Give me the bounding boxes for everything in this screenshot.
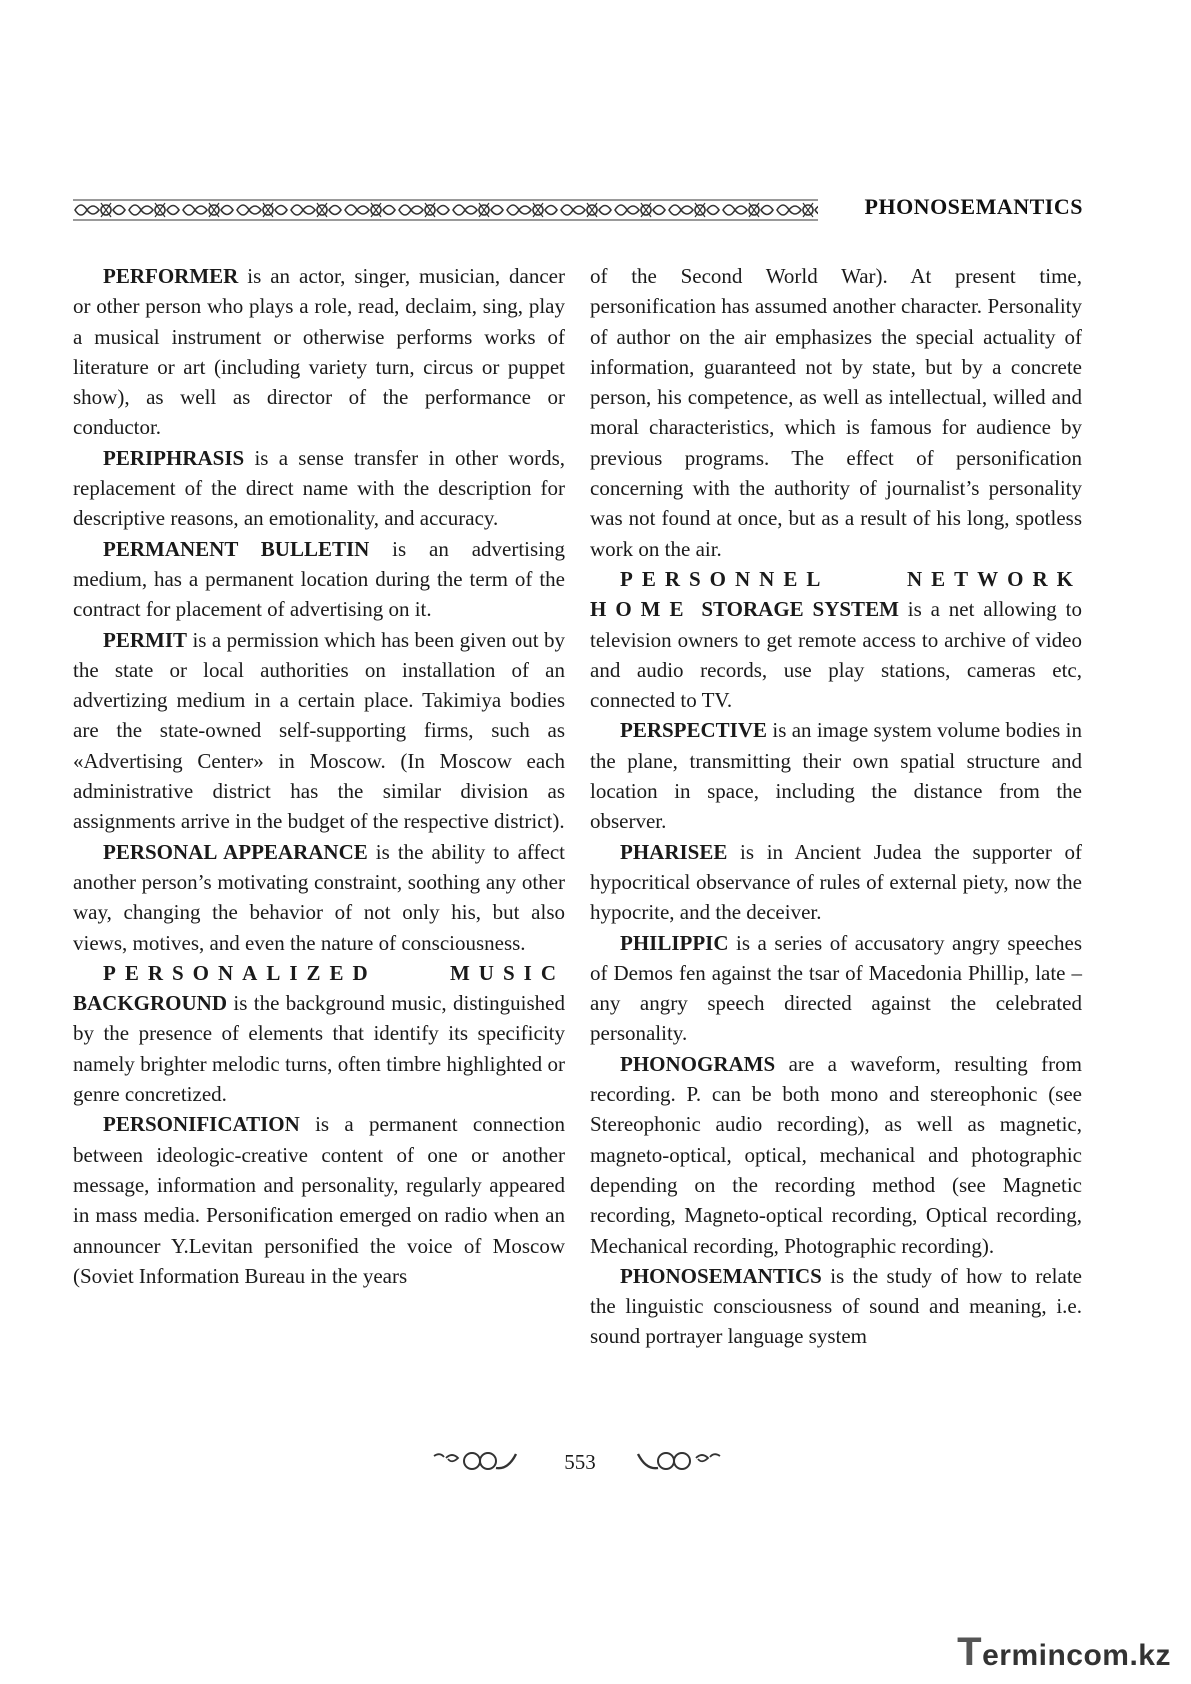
entry-text: is in Ancient Judea the supporter of hypocritical observance of rules of external piety, now the hypocrite, and the deceiver.	[590, 839, 1082, 925]
entry-text: is a net allowing to television owners to get remote access to archive of video and audio records, use play stations, cameras etc, connected to TV.	[590, 597, 1082, 713]
entry-term: PERSONIFICATION	[103, 1112, 300, 1137]
entry-phonograms	[590, 1049, 1082, 1261]
entry-term: PERMIT	[103, 627, 187, 652]
right-column	[590, 261, 1082, 1352]
entry-term: STORAGE SYSTEM	[701, 597, 899, 622]
kazakh-ornament-band-icon	[73, 198, 818, 222]
termincom-watermark	[957, 1630, 1171, 1675]
section-title: PHONOSEMANTICS	[864, 194, 1083, 219]
watermark-o: o	[1083, 1639, 1103, 1672]
scroll-ornament-left-icon	[430, 1448, 520, 1474]
entry-permanent-bulletin	[73, 534, 565, 625]
entry-term: PERSPECTIVE	[620, 718, 768, 743]
entry-personalized-music-background	[73, 958, 565, 1109]
entry-text: is an actor, singer, musician, dancer or other person who plays a role, read, declaim, sing, play a musical instrument or otherwise performs works of literature or art (including variety turn, circus or puppet show), as well as director of the performance or conductor.	[73, 264, 565, 440]
running-head	[73, 190, 1083, 230]
entry-text: is an advertising medium, has a permanent location during the term of the contract for placement of advertising on it.	[73, 536, 566, 622]
entry-phonosemantics	[590, 1261, 1082, 1352]
entry-permit	[73, 625, 565, 837]
entry-term-spaced: PERSONNEL NETWORK HOME	[590, 566, 1082, 622]
entry-pharisee	[590, 837, 1082, 928]
entry-text: is a series of accusatory angry speeches of Demos fen against the tsar of Macedonia Phillip, late – any angry speech directed against the celebrated personality.	[590, 930, 1082, 1046]
entry-text: is an image system volume bodies in the plane, transmitting their own spatial structure and location in space, including the distance from the observer.	[590, 718, 1082, 834]
entry-term-spaced: PERSONALIZED MUSIC	[103, 960, 565, 985]
entry-text: is the study of how to relate the linguistic consciousness of sound and meaning, i.e. sound portrayer language system	[590, 1263, 1082, 1349]
entry-term: PHONOGRAMS	[620, 1051, 776, 1076]
entry-performer	[73, 261, 565, 443]
entry-text: is a sense transfer in other words, replacement of the direct name with the description for descriptive reasons, an emotionality, and accuracy.	[73, 445, 565, 531]
entry-personification-continued	[590, 261, 1082, 564]
watermark-text: erminc	[982, 1639, 1084, 1672]
entry-personification	[73, 1109, 565, 1291]
page-footer	[0, 1444, 1191, 1484]
entry-philippic	[590, 928, 1082, 1049]
entry-term: PERMANENT BULLETIN	[103, 536, 370, 561]
entry-term: PHARISEE	[620, 839, 728, 864]
entry-term: PERIPHRASIS	[103, 445, 245, 470]
entry-term: BACKGROUND	[73, 991, 228, 1016]
scroll-ornament-right-icon	[634, 1448, 724, 1474]
entry-text: is the ability to affect another person’s motivating constraint, soothing any other way, changing the behavior of not only his, but also views, motives, and even the nature of consciousness.	[73, 839, 566, 955]
entry-periphrasis	[73, 443, 565, 534]
entry-text: is a permission which has been given out by the state or local authorities on installation of an advertizing medium in a certain place. Takimiya bodies are the state-owned self-supporting firms, such as «Advertising Center» in Moscow. (In Moscow each administrative district has the similar division as assignments arrive in the budget of the respective district).	[73, 627, 565, 834]
entry-term: PHILIPPIC	[620, 930, 729, 955]
entry-term: PERFORMER	[103, 264, 239, 288]
entry-personnel-network-home-storage-system	[590, 564, 1082, 715]
watermark-tail: m.kz	[1102, 1639, 1171, 1672]
watermark-initial: T	[957, 1630, 983, 1674]
entry-term: PHONOSEMANTICS	[620, 1263, 822, 1288]
entry-text: are a waveform, resulting from recording. P. can be both mono and stereophonic (see Stereophonic audio recording), as well as magnetic, magneto-optical, optical, mechanical and photographic depending on the recording method (see Magnetic recording, Magneto-optical recording, Optical recording, Mechanical recording, Photographic recording).	[590, 1051, 1082, 1258]
page-number: 553	[564, 1450, 596, 1474]
entry-text: of the Second World War). At present time, personification has assumed another character. Personality of author on the air emphasizes the special actuality of information, guaranteed not by state, but by a concrete person, his competence, as well as intellectual, willed and moral characteristics, which is famous for audience by previous programs. The effect of personification concerning with the authority of journalist’s personality was not found at once, but as a result of his long, spotless work on the air.	[590, 264, 1082, 561]
entry-personal-appearance	[73, 837, 565, 958]
entry-perspective	[590, 715, 1082, 836]
entry-text: is a permanent connection between ideologic-creative content of one or another message, information and personality, regularly appeared in mass media. Personification emerged on radio when an announcer Y.Levitan personified the voice of Moscow (Soviet Information Bureau in the years	[73, 1112, 565, 1288]
entry-term: PERSONAL APPEARANCE	[103, 839, 368, 864]
entry-text: is the background music, distinguished by the presence of elements that identify its specificity namely brighter melodic turns, often timbre highlighted or genre concretized.	[73, 991, 565, 1107]
left-column	[73, 261, 565, 1291]
